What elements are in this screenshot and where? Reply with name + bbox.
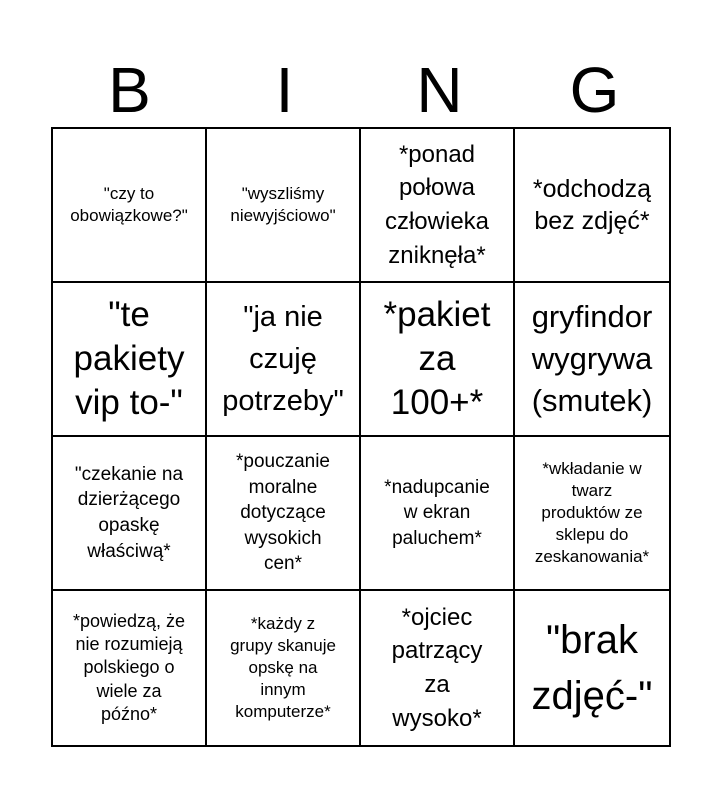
bingo-cell[interactable]	[207, 283, 361, 437]
bingo-header	[52, 52, 672, 128]
bingo-cell[interactable]	[53, 437, 207, 591]
bingo-cell[interactable]	[53, 283, 207, 437]
cell-text: "brak zdjęć-"	[531, 618, 653, 718]
cell-text: *ojciec patrzący za wysoko*	[391, 603, 483, 732]
bingo-cell[interactable]	[515, 591, 669, 745]
cell-text: *wkładanie w twarz produktów ze sklepu do zeskanowania*	[534, 458, 650, 567]
bingo-cell[interactable]	[515, 129, 669, 283]
cell-text: "czekanie na dzierżącego opaskę właściwą*	[74, 463, 184, 562]
bingo-cell[interactable]	[361, 591, 515, 745]
header-letter-i: I	[275, 54, 294, 126]
bingo-cell[interactable]	[207, 129, 361, 283]
bingo-cell[interactable]	[361, 283, 515, 437]
bingo-cell[interactable]	[361, 129, 515, 283]
bingo-cell[interactable]	[515, 283, 669, 437]
cell-text: "ja nie czuję potrzeby"	[222, 300, 344, 418]
bingo-cell[interactable]	[207, 591, 361, 745]
cell-text: *każdy z grupy skanuje opskę na innym komputerze*	[230, 613, 336, 722]
cell-text: "te pakiety vip to-"	[73, 295, 185, 422]
cell-text: "wyszliśmy niewyjściowo"	[230, 183, 336, 225]
cell-text: *pakiet za 100+*	[383, 295, 491, 422]
cell-text: *pouczanie moralne dotyczące wysokich cen*	[235, 450, 331, 575]
cell-text: "czy to obowiązkowe?"	[70, 183, 188, 225]
bingo-cell[interactable]	[361, 437, 515, 591]
cell-text: *nadupcanie w ekran paluchem*	[384, 476, 490, 549]
bingo-cell[interactable]	[53, 129, 207, 283]
header-letter-g: G	[569, 54, 620, 126]
cell-text: *ponad połowa człowieka zniknęła*	[384, 140, 490, 269]
bingo-grid	[51, 127, 671, 747]
cell-text: gryfindor wygrywa (smutek)	[531, 299, 653, 418]
cell-text: *powiedzą, że nie rozumieją polskiego o wiele za późno*	[72, 610, 186, 725]
bingo-cell[interactable]	[53, 591, 207, 745]
cell-text: *odchodzą bez zdjęć*	[532, 174, 652, 235]
header-letter-b: B	[108, 54, 151, 126]
header-letter-n: N	[416, 54, 463, 126]
bingo-cell[interactable]	[515, 437, 669, 591]
bingo-cell[interactable]	[207, 437, 361, 591]
